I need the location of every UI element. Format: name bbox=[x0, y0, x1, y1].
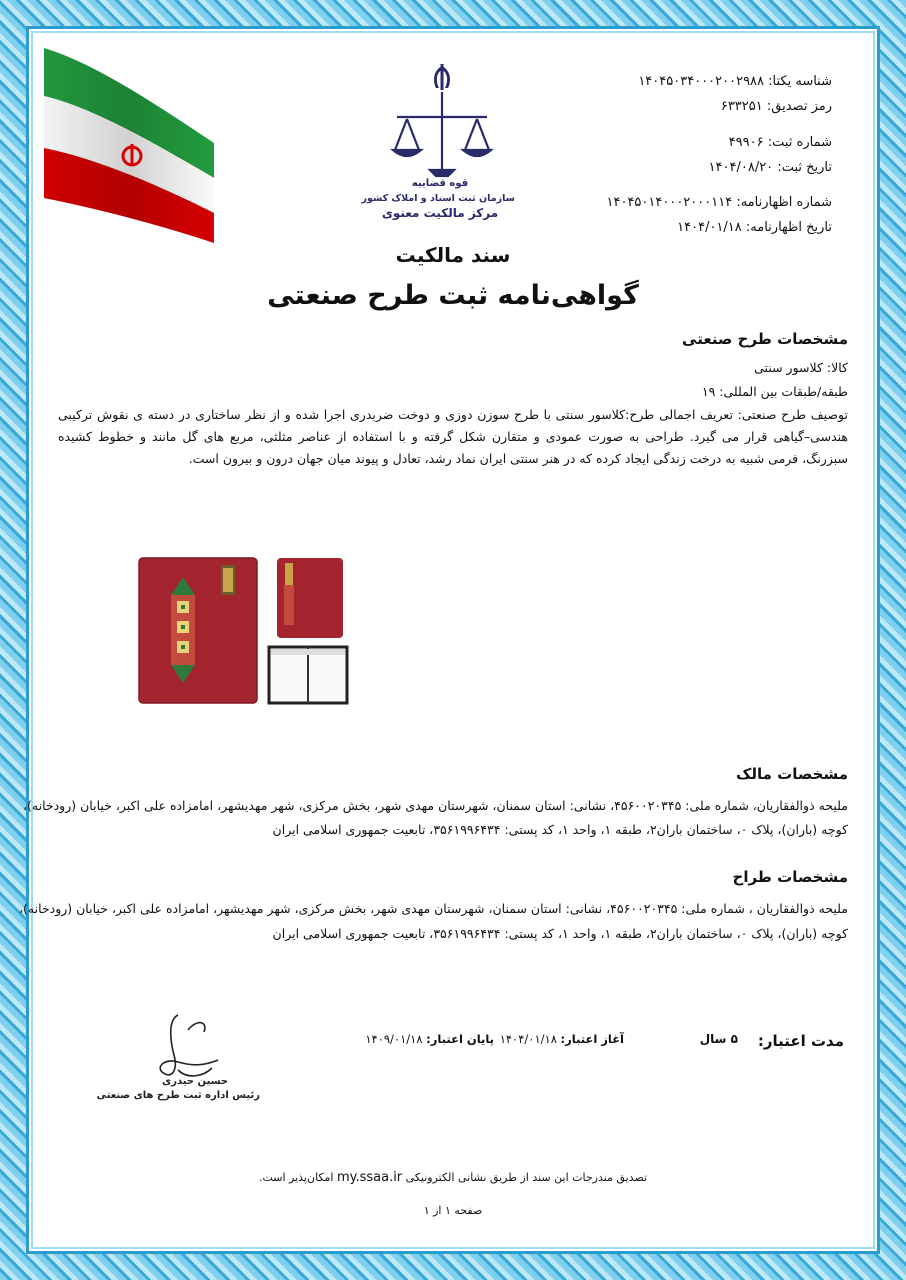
footer-verify-pre: تصدیق مندرجات این سند از طریق نشانی الکترونیکی bbox=[405, 1171, 648, 1184]
validity-start-value: ۱۴۰۴/۰۱/۱۸ bbox=[499, 1032, 557, 1046]
decl-no-label: شماره اظهارنامه: bbox=[736, 195, 832, 210]
emblem-line2: سازمان ثبت اسناد و املاک کشور bbox=[361, 193, 515, 204]
decl-no-row bbox=[532, 195, 832, 210]
footer-verify-link[interactable]: my.ssaa.ir bbox=[336, 1170, 403, 1185]
verify-code-row bbox=[532, 99, 832, 114]
validity-end-value: ۱۴۰۹/۰۱/۱۸ bbox=[365, 1032, 423, 1046]
decl-date-label: تاریخ اظهارنامه: bbox=[745, 220, 832, 235]
design-classes: طبقه/طبقات بین المللی: ۱۹ bbox=[701, 384, 848, 399]
emblem-line1: قوه قضاییه bbox=[411, 178, 469, 189]
footer-verify bbox=[0, 1170, 906, 1185]
national-id-row bbox=[532, 74, 832, 89]
design-product: کالا: کلاسور سنتی bbox=[754, 360, 848, 375]
national-id-label: شناسه یکتا: bbox=[768, 74, 832, 89]
designer-line2: کوچه (باران)، پلاک ۰، ساختمان باران۲، طبقه ۱، واحد ۱، کد پستی: ۳۵۶۱۹۹۶۴۳۴، تابعیت جمهوری اسلامی ایران bbox=[272, 926, 848, 941]
footer-verify-post: امکان‌پذیر است. bbox=[258, 1171, 334, 1184]
reg-date-label: تاریخ ثبت: bbox=[777, 160, 832, 175]
validity-end bbox=[365, 1032, 494, 1046]
signatory-name: حسین حیدری bbox=[162, 1076, 228, 1087]
owner-line1: ملیحه ذوالفقاریان، شماره ملی: ۴۵۶۰۰۲۰۳۴۵، نشانی: استان سمنان، شهرستان مهدی شهر، بخش مرکزی، شهر مهدیشهر، امامزاده علی اکبر، خیابان (رودخانه)، bbox=[22, 798, 848, 813]
reg-date-row bbox=[532, 160, 832, 175]
signatory-title: رئیس اداره ثبت طرح های صنعتی bbox=[96, 1090, 260, 1101]
designer-section-heading: مشخصات طراح bbox=[732, 868, 848, 886]
decl-date-row bbox=[532, 220, 832, 235]
page-number: صفحه ۱ از ۱ bbox=[423, 1204, 483, 1217]
validity-duration: ۵ سال bbox=[699, 1032, 738, 1046]
reg-no-value: ۴۹۹۰۶ bbox=[728, 135, 764, 150]
emblem-line3: مرکز مالکیت معنوی bbox=[381, 206, 499, 220]
owner-line2: کوچه (باران)، پلاک ۰، ساختمان باران۲، طبقه ۱، واحد ۱، کد پستی: ۳۵۶۱۹۹۶۴۳۴، تابعیت جمهوری اسلامی ایران bbox=[272, 822, 848, 837]
validity-label: مدت اعتبار: bbox=[757, 1032, 844, 1050]
owner-section-heading: مشخصات مالک bbox=[736, 765, 848, 783]
judiciary-emblem-icon bbox=[385, 62, 500, 182]
decl-date-value: ۱۴۰۴/۰۱/۱۸ bbox=[677, 220, 742, 235]
national-id-value: ۱۴۰۴۵۰۳۴۰۰۰۲۰۰۲۹۸۸ bbox=[638, 74, 765, 89]
reg-no-label: شماره ثبت: bbox=[767, 135, 832, 150]
design-section-heading: مشخصات طرح صنعتی bbox=[682, 330, 848, 348]
decl-no-value: ۱۴۰۴۵۰۱۴۰۰۰۲۰۰۰۱۱۴ bbox=[606, 195, 733, 210]
reg-no-row bbox=[532, 135, 832, 150]
design-description: توصیف طرح صنعتی: تعریف اجمالی طرح:کلاسور سنتی با طرح سوزن دوزی و دوخت ضربدری اجرا شده و از نظر ساختاری در دسته ی نقوش ترکیبی هندسی–گیاهی قرار می گیرد. طراحی به صورت عمودی و متقارن شکل گرفته و با استفاده از عناصر مثلثی، مربع های گل مانند و خطوط کشیده سبزرنگ، فرمی شبیه به درخت زندگی ایجاد کرده که در هنر سنتی ایران نماد رشد، تعادل و پیوند میان جهان درون و بیرون است. bbox=[58, 407, 848, 466]
validity-start-label: آغاز اعتبار: bbox=[560, 1032, 624, 1046]
verify-code-value: ۶۳۳۲۵۱ bbox=[720, 99, 763, 114]
certificate-title: گواهی‌نامه ثبت طرح صنعتی bbox=[267, 280, 639, 311]
verify-code-label: رمز تصدیق: bbox=[766, 99, 832, 114]
validity-end-label: پایان اعتبار: bbox=[426, 1032, 494, 1046]
designer-line1: ملیحه ذوالفقاریان ، شماره ملی: ۴۵۶۰۰۲۰۳۴۵، نشانی: استان سمنان، شهرستان مهدی شهر، بخش مرکزی، شهر مهدیشهر، امامزاده علی اکبر، خیابان (رودخانه)، bbox=[19, 901, 848, 916]
validity-start bbox=[500, 1032, 624, 1046]
iran-flag-image bbox=[44, 48, 219, 253]
deed-title: سند مالکیت bbox=[395, 243, 511, 267]
reg-date-value: ۱۴۰۴/۰۸/۲۰ bbox=[708, 160, 774, 175]
product-image bbox=[135, 555, 355, 705]
